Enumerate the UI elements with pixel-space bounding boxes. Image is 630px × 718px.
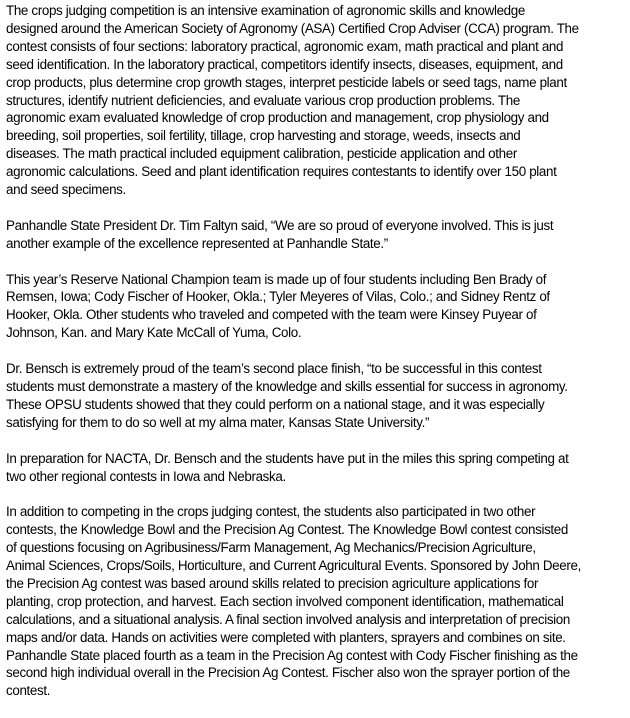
text-line: Hooker, Okla. Other students who traveled and competed with the team were Kinsey Puyear of [6,307,537,323]
text-line: The crops judging competition is an intensive examination of agronomic skills and knowledge [6,3,525,18]
paragraph [6,271,628,343]
text-line: satisfying for them to do so well at my alma mater, Kansas State University.” [6,414,430,430]
text-line: agronomic exam evaluated knowledge of crop production and management, crop physiology and [6,110,549,126]
text-line: These OPSU students showed that they could perform on a national stage, and it was especially [6,396,545,412]
text-line: planting, crop protection, and harvest. Each section involved component identification, mathematical [6,593,564,609]
text-line: of questions focusing on Agribusiness/Farm Management, Ag Mechanics/Precision Agriculture, [6,540,536,556]
text-line: This year’s Reserve National Champion team is made up of four students including Ben Brady of [6,271,547,287]
paragraph [6,450,628,486]
text-line: the Precision Ag contest was based around skills related to precision agriculture applications for [6,575,539,591]
text-line: Panhandle State President Dr. Tim Faltyn said, “We are so proud of everyone involved. This is just [6,217,554,233]
text-line: seed identification. In the laboratory practical, competitors identify insects, diseases, equipment, and [6,56,563,72]
text-line: calculations, and a situational analysis. A final section involved analysis and interpretation of precision [6,611,570,627]
text-line: second high individual overall in the Precision Ag Contest. Fischer also won the sprayer portion of the [6,665,570,681]
document-body [6,2,628,718]
text-line: contests, the Knowledge Bowl and the Precision Ag Contest. The Knowledge Bowl contest consisted [6,522,568,538]
text-line: breeding, soil properties, soil fertility, tillage, crop harvesting and storage, weeds, insects and [6,128,521,144]
text-line: Dr. Bensch is extremely proud of the team’s second place finish, “to be successful in this contest [6,361,542,377]
paragraph [6,2,628,199]
text-line: contest consists of four sections: laboratory practical, agronomic exam, math practical and plant and [6,38,564,54]
paragraph [6,503,628,700]
text-line: and seed specimens. [6,182,126,198]
text-line: designed around the American Society of Agronomy (ASA) Certified Crop Adviser (CCA) program. The [6,20,579,36]
text-line: maps and/or data. Hands on activities were completed with planters, sprayers and combines on site. [6,629,566,645]
text-line: Panhandle State placed fourth as a team in the Precision Ag contest with Cody Fischer finishing as the [6,647,578,663]
text-line: structures, identify nutrient deficiencies, and evaluate various crop production problems. The [6,92,520,108]
text-line: Johnson, Kan. and Mary Kate McCall of Yuma, Colo. [6,325,302,341]
text-line: crop products, plus determine crop growth stages, interpret pesticide labels or seed tags, name plant [6,74,567,90]
text-line: diseases. The math practical included equipment calibration, pesticide application and other [6,146,517,162]
text-line: contest. [6,683,51,699]
text-line: In preparation for NACTA, Dr. Bensch and the students have put in the miles this spring competing at [6,450,569,466]
text-line: In addition to competing in the crops judging contest, the students also participated in two other [6,504,536,520]
text-line: students must demonstrate a mastery of the knowledge and skills essential for success in agronomy. [6,378,568,394]
paragraph [6,360,628,432]
text-line: agronomic calculations. Seed and plant identification requires contestants to identify over 150 plant [6,164,557,180]
text-line: two other regional contests in Iowa and Nebraska. [6,468,286,484]
paragraph [6,217,628,253]
text-line: Remsen, Iowa; Cody Fischer of Hooker, Okla.; Tyler Meyeres of Vilas, Colo.; and Sidney Rentz of [6,289,550,305]
text-line: another example of the excellence represented at Panhandle State.” [6,235,388,251]
text-line: Animal Sciences, Crops/Soils, Horticulture, and Current Agricultural Events. Sponsored by John Deere, [6,558,581,574]
